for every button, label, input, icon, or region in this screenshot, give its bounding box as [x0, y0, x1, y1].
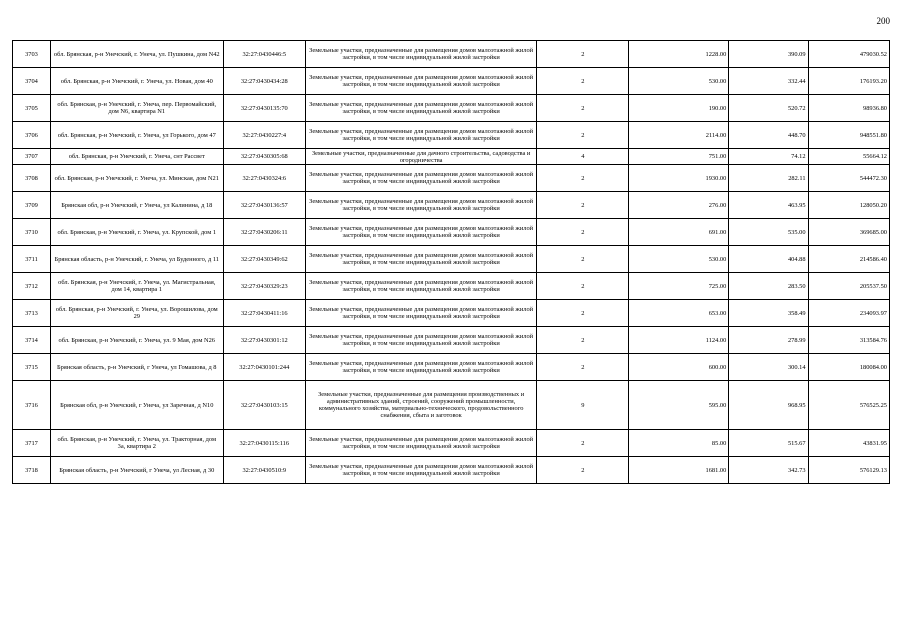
permitted-use-cell: Земельные участки, предназначенные для размещения домов малоэтажной жилой застройки, в том числе индивидуальной жилой застройки	[306, 327, 537, 354]
area-cell: 595.00	[629, 381, 729, 430]
row-number: 3707	[13, 149, 51, 165]
permitted-use-cell: Земельные участки, предназначенные для размещения домов малоэтажной жилой застройки, в том числе индивидуальной жилой застройки	[306, 41, 537, 68]
area-cell: 653.00	[629, 300, 729, 327]
table-row	[13, 219, 890, 246]
cadastral-number-cell: 32:27:0430349:62	[223, 246, 305, 273]
table-row	[13, 122, 890, 149]
cadastral-number-cell: 32:27:0430103:15	[223, 381, 305, 430]
address-cell: обл. Брянская, р-н Унечский, г. Унеча, ул. 9 Мая, дом N26	[50, 327, 223, 354]
address-cell: обл. Брянская, р-н Унечский, г. Унеча, ул. Пушкина, дом N42	[50, 41, 223, 68]
specific-value-cell: 448.70	[729, 122, 808, 149]
specific-value-cell: 520.72	[729, 95, 808, 122]
cadastral-value-cell: 43831.95	[808, 430, 889, 457]
address-cell: обл. Брянская, р-н Унечский, г. Унеча, пер. Первомайский, дом N6, квартира N1	[50, 95, 223, 122]
table-row	[13, 354, 890, 381]
row-number: 3710	[13, 219, 51, 246]
row-number: 3711	[13, 246, 51, 273]
row-number: 3704	[13, 68, 51, 95]
table-row	[13, 149, 890, 165]
specific-value-cell: 342.73	[729, 457, 808, 484]
area-cell: 276.00	[629, 192, 729, 219]
cadastral-value-cell: 544472.30	[808, 165, 889, 192]
cadastral-value-cell: 948551.80	[808, 122, 889, 149]
use-group-cell: 9	[537, 381, 629, 430]
cadastral-value-cell: 369685.00	[808, 219, 889, 246]
row-number: 3712	[13, 273, 51, 300]
use-group-cell: 2	[537, 273, 629, 300]
cadastral-value-cell: 576525.25	[808, 381, 889, 430]
cadastral-number-cell: 32:27:0430510:9	[223, 457, 305, 484]
table-row	[13, 381, 890, 430]
area-cell: 190.00	[629, 95, 729, 122]
cadastral-value-cell: 98936.80	[808, 95, 889, 122]
specific-value-cell: 332.44	[729, 68, 808, 95]
cadastral-value-cell: 234093.97	[808, 300, 889, 327]
specific-value-cell: 74.12	[729, 149, 808, 165]
permitted-use-cell: Земельные участки, предназначенные для размещения домов малоэтажной жилой застройки, в том числе индивидуальной жилой застройки	[306, 246, 537, 273]
row-number: 3708	[13, 165, 51, 192]
cadastral-number-cell: 32:27:0430135:70	[223, 95, 305, 122]
address-cell: обл. Брянская, р-н Унечский, г. Унеча, ул. Крупской, дом 1	[50, 219, 223, 246]
address-cell: обл. Брянская, р-н Унечский, г. Унеча, ул. Минская, дом N21	[50, 165, 223, 192]
cadastral-number-cell: 32:27:0430301:12	[223, 327, 305, 354]
row-number: 3709	[13, 192, 51, 219]
permitted-use-cell: Земельные участки, предназначенные для размещения домов малоэтажной жилой застройки, в том числе индивидуальной жилой застройки	[306, 95, 537, 122]
row-number: 3716	[13, 381, 51, 430]
use-group-cell: 2	[537, 300, 629, 327]
cadastral-number-cell: 32:27:0430305:68	[223, 149, 305, 165]
permitted-use-cell: Земельные участки, предназначенные для размещения домов малоэтажной жилой застройки, в том числе индивидуальной жилой застройки	[306, 354, 537, 381]
table-row	[13, 300, 890, 327]
row-number: 3714	[13, 327, 51, 354]
address-cell: Брянская область, р-н Унечский, г. Унеча, ул Буденного, д 11	[50, 246, 223, 273]
cadastral-value-cell: 180084.00	[808, 354, 889, 381]
table-row	[13, 327, 890, 354]
cadastral-number-cell: 32:27:0430446:5	[223, 41, 305, 68]
address-cell: Брянская обл, р-н Унечский, г Унеча, ул Заречная, д N10	[50, 381, 223, 430]
cadastral-number-cell: 32:27:0430411:16	[223, 300, 305, 327]
permitted-use-cell: Земельные участки, предназначенные для размещения домов малоэтажной жилой застройки, в том числе индивидуальной жилой застройки	[306, 273, 537, 300]
cadastral-number-cell: 32:27:0430136:57	[223, 192, 305, 219]
specific-value-cell: 300.14	[729, 354, 808, 381]
cadastral-number-cell: 32:27:0430206:11	[223, 219, 305, 246]
use-group-cell: 2	[537, 122, 629, 149]
permitted-use-cell: Земельные участки, предназначенные для размещения домов малоэтажной жилой застройки, в том числе индивидуальной жилой застройки	[306, 122, 537, 149]
use-group-cell: 2	[537, 354, 629, 381]
area-cell: 530.00	[629, 68, 729, 95]
use-group-cell: 2	[537, 192, 629, 219]
permitted-use-cell: Земельные участки, предназначенные для размещения домов малоэтажной жилой застройки, в том числе индивидуальной жилой застройки	[306, 68, 537, 95]
table-row	[13, 41, 890, 68]
row-number: 3706	[13, 122, 51, 149]
table-row	[13, 165, 890, 192]
cadastral-value-cell: 576129.13	[808, 457, 889, 484]
cadastral-value-cell: 205537.50	[808, 273, 889, 300]
specific-value-cell: 282.11	[729, 165, 808, 192]
cadastral-number-cell: 32:27:0430227:4	[223, 122, 305, 149]
permitted-use-cell: Земельные участки, предназначенные для размещения производственных и административных зданий, строений, сооружений промышленности, коммунального хозяйства, материально-технического, продовольственного снабжения, сбыта и заготовок	[306, 381, 537, 430]
cadastral-value-cell: 214586.40	[808, 246, 889, 273]
specific-value-cell: 535.00	[729, 219, 808, 246]
use-group-cell: 2	[537, 41, 629, 68]
permitted-use-cell: Земельные участки, предназначенные для размещения домов малоэтажной жилой застройки, в том числе индивидуальной жилой застройки	[306, 165, 537, 192]
area-cell: 1228.00	[629, 41, 729, 68]
table-row	[13, 246, 890, 273]
use-group-cell: 2	[537, 246, 629, 273]
address-cell: обл. Брянская, р-н Унечский, г. Унеча, ул Горького, дом 47	[50, 122, 223, 149]
area-cell: 85.00	[629, 430, 729, 457]
use-group-cell: 2	[537, 430, 629, 457]
area-cell: 751.00	[629, 149, 729, 165]
table-row	[13, 273, 890, 300]
cadastral-number-cell: 32:27:0430329:23	[223, 273, 305, 300]
permitted-use-cell: Земельные участки, предназначенные для размещения домов малоэтажной жилой застройки, в том числе индивидуальной жилой застройки	[306, 300, 537, 327]
use-group-cell: 4	[537, 149, 629, 165]
cadastral-value-cell: 128050.20	[808, 192, 889, 219]
permitted-use-cell: Земельные участки, предназначенные для размещения домов малоэтажной жилой застройки, в том числе индивидуальной жилой застройки	[306, 192, 537, 219]
cadastral-number-cell: 32:27:0430115:116	[223, 430, 305, 457]
address-cell: обл. Брянская, р-н Унечский, г. Унеча, ул. Ворошилова, дом 29	[50, 300, 223, 327]
use-group-cell: 2	[537, 327, 629, 354]
area-cell: 691.00	[629, 219, 729, 246]
row-number: 3715	[13, 354, 51, 381]
permitted-use-cell: Земельные участки, предназначенные для дачного строительства, садоводства и огородничества	[306, 149, 537, 165]
specific-value-cell: 390.09	[729, 41, 808, 68]
address-cell: обл. Брянская, р-н Унечский, г. Унеча, ул. Тракторная, дом 3а, квартира 2	[50, 430, 223, 457]
use-group-cell: 2	[537, 219, 629, 246]
row-number: 3718	[13, 457, 51, 484]
page-number: 200	[876, 16, 890, 26]
specific-value-cell: 968.95	[729, 381, 808, 430]
table-row	[13, 192, 890, 219]
area-cell: 600.00	[629, 354, 729, 381]
address-cell: обл. Брянская, р-н Унечский, г. Унеча, ул. Магистральная, дом 14, квартира 1	[50, 273, 223, 300]
cadastral-value-cell: 176193.20	[808, 68, 889, 95]
use-group-cell: 2	[537, 457, 629, 484]
specific-value-cell: 463.95	[729, 192, 808, 219]
permitted-use-cell: Земельные участки, предназначенные для размещения домов малоэтажной жилой застройки, в том числе индивидуальной жилой застройки	[306, 430, 537, 457]
specific-value-cell: 278.99	[729, 327, 808, 354]
address-cell: обл. Брянская, р-н Унечский, г. Унеча, ул. Новая, дом 40	[50, 68, 223, 95]
row-number: 3717	[13, 430, 51, 457]
row-number: 3713	[13, 300, 51, 327]
permitted-use-cell: Земельные участки, предназначенные для размещения домов малоэтажной жилой застройки, в том числе индивидуальной жилой застройки	[306, 219, 537, 246]
cadastral-value-cell: 313584.76	[808, 327, 889, 354]
address-cell: обл. Брянская, р-н Унечский, г. Унеча, снт Рассвет	[50, 149, 223, 165]
table-row	[13, 95, 890, 122]
table-row	[13, 68, 890, 95]
address-cell: Брянская обл, р-н Унечский, г Унеча, ул Калинина, д 18	[50, 192, 223, 219]
specific-value-cell: 283.50	[729, 273, 808, 300]
cadastral-value-cell: 55664.12	[808, 149, 889, 165]
use-group-cell: 2	[537, 95, 629, 122]
specific-value-cell: 358.49	[729, 300, 808, 327]
specific-value-cell: 404.88	[729, 246, 808, 273]
address-cell: Брянская область, р-н Унечский, г Унеча, ул Лесная, д 30	[50, 457, 223, 484]
table-row	[13, 457, 890, 484]
area-cell: 725.00	[629, 273, 729, 300]
cadastral-number-cell: 32:27:0430324:6	[223, 165, 305, 192]
permitted-use-cell: Земельные участки, предназначенные для размещения домов малоэтажной жилой застройки, в том числе индивидуальной жилой застройки	[306, 457, 537, 484]
area-cell: 1124.00	[629, 327, 729, 354]
land-registry-table	[12, 40, 890, 484]
table-row	[13, 430, 890, 457]
use-group-cell: 2	[537, 165, 629, 192]
cadastral-value-cell: 479030.52	[808, 41, 889, 68]
cadastral-number-cell: 32:27:0430434:28	[223, 68, 305, 95]
row-number: 3705	[13, 95, 51, 122]
area-cell: 2114.00	[629, 122, 729, 149]
area-cell: 1930.00	[629, 165, 729, 192]
specific-value-cell: 515.67	[729, 430, 808, 457]
area-cell: 1681.00	[629, 457, 729, 484]
address-cell: Брянская область, р-н Унечский, г Унеча, ул Гомашова, д 8	[50, 354, 223, 381]
area-cell: 530.00	[629, 246, 729, 273]
cadastral-number-cell: 32:27:0430101:244	[223, 354, 305, 381]
row-number: 3703	[13, 41, 51, 68]
use-group-cell: 2	[537, 68, 629, 95]
